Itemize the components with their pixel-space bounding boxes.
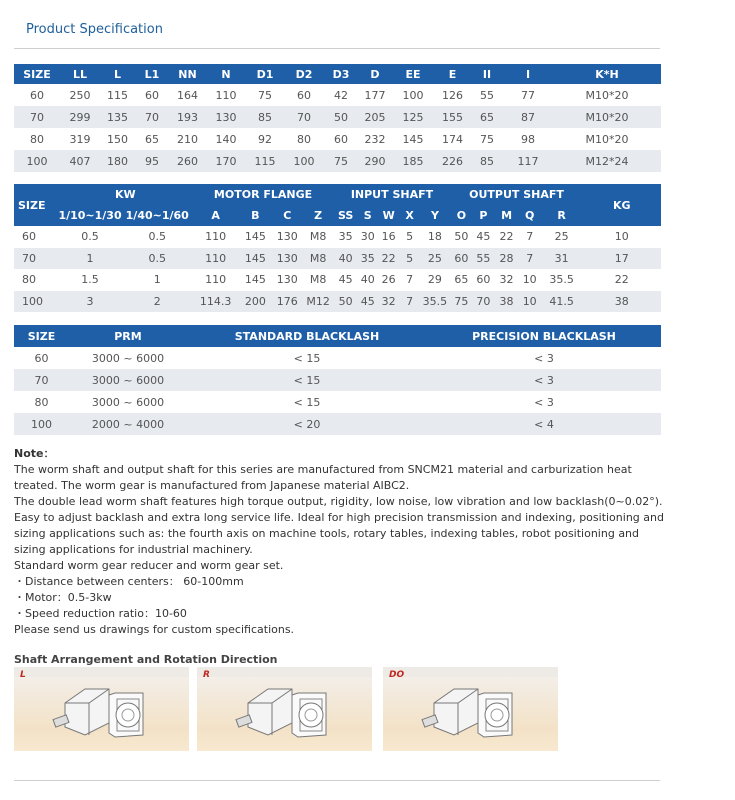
table-row (14, 347, 661, 369)
table-cell: 41.5 (541, 291, 583, 313)
table-cell: 80 (30, 132, 44, 146)
table-cell: 50 (454, 230, 469, 244)
table-row (14, 106, 661, 128)
column-group-header: OUTPUT SHAFT (450, 184, 582, 204)
column-header: D (358, 64, 392, 84)
note-line: The double lead worm shaft features high torque output, rigidity, low noise, low vibration and low backlash(0~0.02°). Easy to adjust backlash and extra long service life. Ideal for high precision transmission and indexing, positioning and sizing applications such as: the fourth axis on machine tools, rotary tables, indexing tables, robot positioning and sizing applications for industrial machinery. (14, 495, 664, 556)
table-cell: 50 (334, 291, 358, 313)
table-cell: 319 (69, 132, 91, 146)
table-row (14, 248, 661, 270)
table-cell: 70 (14, 106, 60, 128)
column-header: D1 (246, 64, 284, 84)
table-cell: 75 (324, 150, 358, 172)
column-header: SIZE (14, 64, 60, 84)
table-cell: 200 (239, 291, 272, 313)
table-cell: 115 (107, 88, 128, 102)
table-cell: M8 (303, 248, 334, 270)
bottom-divider (14, 780, 660, 781)
column-header: STANDARD BLACKLASH (187, 325, 427, 347)
table-cell: 16 (381, 230, 396, 244)
table-cell: 126 (442, 88, 463, 102)
table-cell: 60 (476, 273, 491, 287)
table-cell: 70 (284, 106, 324, 128)
table-cell: 1 (153, 273, 161, 287)
column-header: Q (519, 204, 541, 226)
column-header: M (494, 204, 518, 226)
table-cell: 3000 ~ 6000 (91, 395, 165, 409)
table-cell: 2 (122, 291, 193, 313)
table-cell: 117 (503, 150, 553, 172)
table-cell: 407 (60, 150, 100, 172)
column-header: SIZE (14, 184, 58, 226)
column-group-header: MOTOR FLANGE (193, 184, 334, 204)
table-cell: 3000 ~ 6000 (69, 369, 187, 391)
table-cell: 100 (14, 291, 58, 313)
table-cell: 150 (107, 132, 128, 146)
table-cell: 110 (215, 88, 237, 102)
arrangement-label: R (203, 670, 210, 680)
column-header: SS (334, 204, 358, 226)
column-header: N (206, 64, 246, 84)
table-cell: 0.5 (148, 230, 166, 244)
note-line: The worm shaft and output shaft for this series are manufactured from SNCM21 material and carburization heat treated. The worm gear is manufactured from Japanese material AIBC2. (14, 463, 632, 492)
table-cell: 22 (499, 230, 514, 244)
table-row (14, 150, 661, 172)
table-cell: < 3 (427, 369, 661, 391)
table-header-row (14, 64, 661, 84)
table-cell: 115 (246, 150, 284, 172)
column-header: X (400, 204, 420, 226)
table-cell: 250 (69, 88, 91, 102)
table-cell: 130 (276, 273, 298, 287)
table-cell: 70 (14, 369, 69, 391)
table-cell: 176 (272, 291, 303, 313)
column-header: D3 (324, 64, 358, 84)
table-cell: 100 (402, 88, 424, 102)
table-cell: 205 (358, 106, 392, 128)
table-cell: 110 (205, 230, 227, 244)
column-header: SIZE (14, 325, 69, 347)
table-row (14, 128, 661, 150)
table-row (14, 291, 661, 313)
table-row (14, 269, 661, 291)
arrangement-label: DO (389, 670, 405, 680)
table-cell: 65 (454, 273, 469, 287)
table-cell: 110 (193, 248, 239, 270)
table-cell: 29 (427, 273, 442, 287)
table-cell: 177 (364, 88, 386, 102)
table-cell: 145 (239, 248, 272, 270)
arrangement-panel-l (14, 667, 189, 751)
dimension-table (14, 64, 661, 172)
table-cell: 22 (614, 273, 629, 287)
column-header: Z (303, 204, 334, 226)
table-cell: < 15 (187, 369, 427, 391)
table-cell: 60 (145, 88, 159, 102)
table-cell: 22 (378, 248, 400, 270)
table-cell: 7 (400, 291, 420, 313)
note-line: ・Distance between centers： 60-100mm (14, 575, 244, 588)
column-header: PRM (69, 325, 187, 347)
table-cell: 290 (358, 150, 392, 172)
column-header: NN (169, 64, 206, 84)
table-cell: 10 (519, 291, 541, 313)
arrangement-title: Shaft Arrangement and Rotation Direction (14, 653, 278, 666)
table-cell: 32 (378, 291, 400, 313)
worm-gear-reducer-icon (420, 673, 520, 743)
table-cell: 30 (360, 230, 375, 244)
table-cell: 70 (472, 291, 494, 313)
column-header: PRECISION BLACKLASH (427, 325, 661, 347)
table-cell: < 3 (534, 351, 554, 365)
arrangement-panel-r (197, 667, 372, 751)
column-header: KG (583, 184, 661, 226)
table-cell: 25 (554, 230, 569, 244)
table-cell: 70 (135, 106, 169, 128)
table-cell: 60 (450, 248, 472, 270)
table-cell: 60 (30, 88, 44, 102)
table-cell: < 3 (534, 395, 554, 409)
column-header: R (541, 204, 583, 226)
table-cell: 55 (480, 88, 494, 102)
table-cell: 174 (442, 132, 463, 146)
table-cell: 130 (276, 230, 298, 244)
table-cell: 7 (519, 248, 541, 270)
table-header-row (14, 325, 661, 347)
table-cell: 260 (169, 150, 206, 172)
column-header: I (503, 64, 553, 84)
column-header: P (472, 204, 494, 226)
column-header: W (378, 204, 400, 226)
table-cell: 28 (494, 248, 518, 270)
table-cell: 1.5 (81, 273, 99, 287)
title-divider (14, 48, 660, 49)
note-line: Please send us drawings for custom specifications. (14, 623, 295, 636)
column-header: II (471, 64, 503, 84)
table-row (14, 369, 661, 391)
table-cell: 25 (419, 248, 450, 270)
table-cell: 130 (206, 106, 246, 128)
table-cell: 35.5 (419, 291, 450, 313)
table-cell: 0.5 (81, 230, 99, 244)
table-group-header-row (14, 184, 661, 204)
column-header: B (239, 204, 272, 226)
worm-gear-reducer-icon (234, 673, 334, 743)
table-cell: 10 (522, 273, 537, 287)
backlash-table (14, 325, 661, 435)
table-cell: 125 (392, 106, 434, 128)
note-line: ・Motor：0.5-3kw (14, 591, 112, 604)
table-cell: 80 (22, 273, 36, 287)
table-cell: 114.3 (193, 291, 239, 313)
table-cell: 232 (364, 132, 386, 146)
table-cell: 164 (177, 88, 198, 102)
table-row (14, 413, 661, 435)
table-row (14, 84, 661, 106)
table-cell: < 15 (293, 395, 321, 409)
table-cell: 80 (297, 132, 311, 146)
column-header: K*H (553, 64, 661, 84)
column-header: 1/10~1/30 (58, 204, 122, 226)
column-header: E (434, 64, 471, 84)
table-cell: < 15 (293, 351, 321, 365)
notes-heading: Note： (14, 447, 55, 460)
table-cell: 130 (272, 248, 303, 270)
table-cell: 100 (14, 150, 60, 172)
table-cell: 135 (100, 106, 135, 128)
table-cell: 55 (472, 248, 494, 270)
table-cell: 98 (521, 132, 535, 146)
table-row (14, 391, 661, 413)
column-header: O (450, 204, 472, 226)
column-group-header: KW (58, 184, 192, 204)
table-cell: 3000 ~ 6000 (91, 351, 165, 365)
table-cell: 45 (476, 230, 491, 244)
note-line: Standard worm gear reducer and worm gear set. (14, 559, 284, 572)
table-cell: 5 (406, 230, 414, 244)
table-cell: 145 (402, 132, 424, 146)
table-row (14, 226, 661, 248)
table-cell: M12*24 (553, 150, 661, 172)
table-cell: 110 (205, 273, 227, 287)
table-cell: 3 (58, 291, 122, 313)
flange-shaft-table (14, 184, 661, 312)
table-cell: 40 (360, 273, 375, 287)
table-cell: < 20 (187, 413, 427, 435)
table-cell: 87 (503, 106, 553, 128)
table-cell: 2000 ~ 4000 (69, 413, 187, 435)
arrangement-label: L (20, 670, 26, 680)
table-cell: 60 (34, 351, 49, 365)
column-header: LL (60, 64, 100, 84)
table-cell: 145 (244, 273, 266, 287)
table-cell: 193 (169, 106, 206, 128)
table-cell: 75 (480, 132, 494, 146)
table-cell: 180 (100, 150, 135, 172)
table-cell: 38 (494, 291, 518, 313)
table-cell: 35 (338, 230, 353, 244)
table-cell: 5 (400, 248, 420, 270)
table-cell: 50 (324, 106, 358, 128)
table-cell: 65 (471, 106, 503, 128)
table-cell: 77 (521, 88, 535, 102)
table-cell: 75 (258, 88, 272, 102)
table-cell: < 4 (427, 413, 661, 435)
page-title: Product Specification (26, 22, 163, 37)
table-cell: 7 (526, 230, 534, 244)
table-cell: 10 (614, 230, 629, 244)
table-cell: M12 (303, 291, 334, 313)
notes-section (14, 446, 674, 638)
table-cell: 65 (145, 132, 159, 146)
column-header: C (272, 204, 303, 226)
column-group-header: INPUT SHAFT (334, 184, 451, 204)
column-header: D2 (284, 64, 324, 84)
arrangement-panel-do (383, 667, 558, 751)
table-cell: M10*20 (585, 88, 629, 102)
table-cell: 210 (177, 132, 198, 146)
table-cell: 0.5 (122, 248, 193, 270)
table-subheader-row (14, 204, 661, 226)
table-cell: 35 (358, 248, 378, 270)
table-cell: 95 (135, 150, 169, 172)
column-header: L1 (135, 64, 169, 84)
table-cell: 155 (434, 106, 471, 128)
column-header: S (358, 204, 378, 226)
column-header: EE (392, 64, 434, 84)
table-cell: 60 (22, 230, 36, 244)
table-cell: 42 (334, 88, 348, 102)
table-cell: 226 (434, 150, 471, 172)
table-cell: 32 (499, 273, 514, 287)
table-cell: 45 (358, 291, 378, 313)
table-cell: 185 (392, 150, 434, 172)
table-cell: 38 (583, 291, 661, 313)
table-cell: 60 (297, 88, 311, 102)
table-cell: M8 (309, 230, 327, 244)
table-cell: 26 (381, 273, 396, 287)
note-line: ・Speed reduction ratio：10-60 (14, 607, 187, 620)
worm-gear-reducer-icon (51, 673, 151, 743)
table-cell: 75 (450, 291, 472, 313)
table-cell: 45 (338, 273, 353, 287)
table-cell: 80 (34, 395, 49, 409)
table-cell: 17 (583, 248, 661, 270)
table-cell: 92 (258, 132, 272, 146)
table-cell: 35.5 (549, 273, 574, 287)
table-cell: 85 (246, 106, 284, 128)
table-cell: 85 (471, 150, 503, 172)
table-cell: 145 (244, 230, 266, 244)
column-header: A (193, 204, 239, 226)
table-cell: 100 (284, 150, 324, 172)
table-cell: 140 (215, 132, 237, 146)
table-cell: 100 (14, 413, 69, 435)
table-cell: 170 (206, 150, 246, 172)
table-cell: 299 (60, 106, 100, 128)
table-cell: 70 (14, 248, 58, 270)
table-cell: M10*20 (553, 106, 661, 128)
table-cell: M8 (309, 273, 327, 287)
column-header: L (100, 64, 135, 84)
table-cell: 7 (406, 273, 414, 287)
column-header: 1/40~1/60 (122, 204, 193, 226)
table-cell: 40 (334, 248, 358, 270)
table-cell: 31 (541, 248, 583, 270)
column-header: Y (419, 204, 450, 226)
table-cell: 18 (427, 230, 442, 244)
table-cell: 1 (58, 248, 122, 270)
table-cell: 60 (334, 132, 348, 146)
table-cell: M10*20 (585, 132, 629, 146)
